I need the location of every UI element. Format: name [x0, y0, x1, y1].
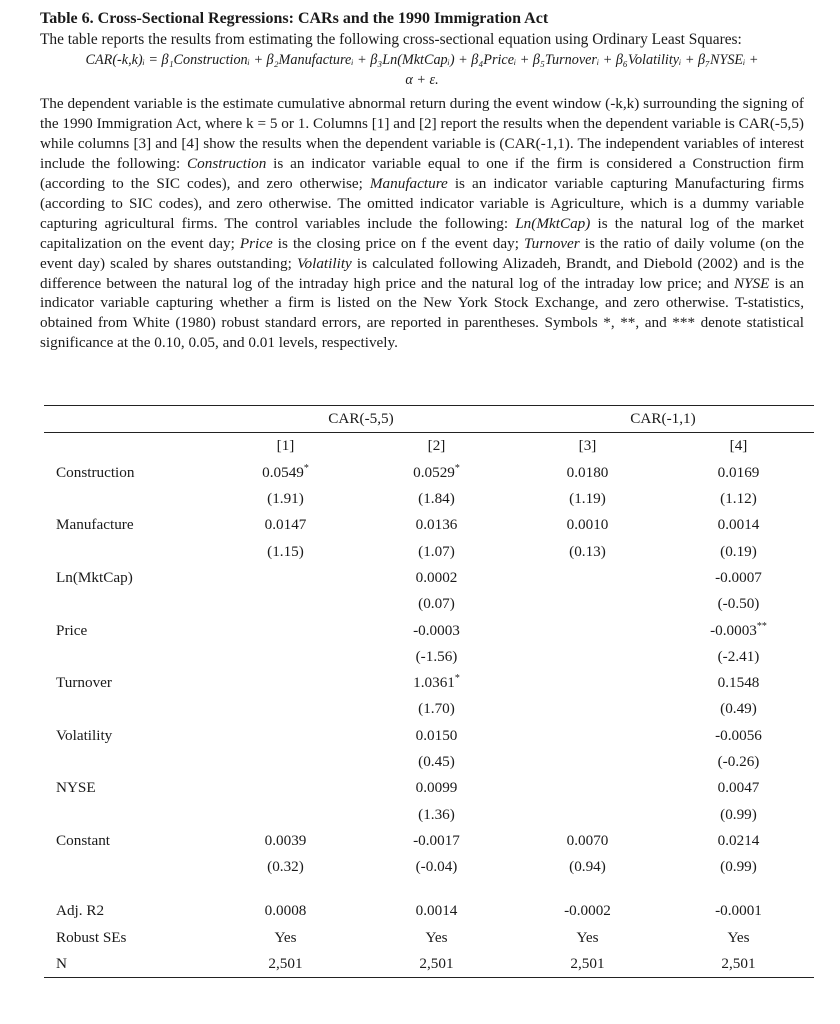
coefficient-cell	[512, 460, 663, 486]
coefficient-value: 0.0150	[415, 726, 458, 744]
group-header-row	[44, 406, 814, 433]
t-stat-cell: (1.91)	[267, 490, 304, 508]
term-price: Price	[239, 234, 273, 252]
header-blank	[44, 406, 210, 433]
header-blank	[44, 433, 210, 460]
stats-value: 2,501	[663, 951, 814, 978]
stats-value: Yes	[727, 928, 750, 946]
coefficient-row	[44, 723, 814, 749]
coefficient-value: -0.0017	[413, 831, 460, 849]
stats-value: 0.0014	[415, 902, 458, 920]
stats-value: 2,501	[210, 951, 361, 978]
coefficient-value: 0.1548	[717, 674, 760, 692]
t-stat-cell	[512, 749, 663, 775]
coefficient-cell	[210, 512, 361, 538]
coefficient-value: 0.0549	[262, 463, 304, 481]
group-header-car-1-1: CAR(-1,1)	[512, 406, 814, 433]
coefficient-cell	[512, 512, 663, 538]
column-header-1: [1]	[276, 437, 295, 455]
equation-line-2: α + ε.	[405, 72, 439, 89]
t-stat-row	[44, 801, 814, 827]
stats-label: Robust SEs	[56, 928, 127, 946]
significance-stars: *	[303, 462, 309, 474]
stats-value: 0.0008	[264, 902, 307, 920]
coefficient-value: 0.0014	[717, 516, 760, 534]
t-stat-cell: (-2.41)	[717, 647, 760, 665]
t-stat-cell: (1.07)	[418, 542, 455, 560]
coefficient-value: 0.0529	[413, 463, 455, 481]
table-title: Table 6. Cross-Sectional Regressions: CARs and the 1990 Immigration Act	[40, 10, 549, 27]
coefficient-value: 0.0002	[415, 568, 458, 586]
stats-value: 2,501	[512, 951, 663, 978]
group-header-car-5-5: CAR(-5,5)	[210, 406, 512, 433]
t-stat-row	[44, 538, 814, 564]
desc-text: is an indicator variable capturing whether a firm is listed on the New York Stock Exchange, and zero otherwise. T-statistics, obtained from White (1980) robust standard errors, are reported in parentheses. Symbols *, **, and *** denote statistical significance at the 0.10, 0.05, and 0.01 levels, respectively.	[40, 274, 804, 352]
coefficient-cell	[210, 775, 361, 801]
t-stat-cell	[210, 644, 361, 670]
coefficient-value: 0.0169	[717, 463, 760, 481]
t-stat-row	[44, 854, 814, 880]
term-volatility: Volatility	[296, 254, 352, 272]
stats-label: Adj. R2	[56, 902, 105, 920]
regression-equation	[40, 50, 804, 90]
coefficient-row	[44, 775, 814, 801]
row-label: Turnover	[56, 674, 112, 692]
spacer-cell	[44, 880, 814, 898]
coefficient-cell	[663, 617, 814, 643]
coefficient-value: -0.0007	[715, 568, 762, 586]
t-stat-cell: (0.45)	[418, 753, 455, 770]
coefficient-value: 0.0010	[566, 516, 609, 534]
desc-text: is the ratio of daily volume (on the event day) scaled by shares outstanding;	[40, 234, 804, 272]
stats-value: Yes	[274, 928, 297, 946]
stats-row	[44, 925, 814, 951]
t-stat-cell	[512, 696, 663, 722]
coefficient-cell	[361, 775, 512, 801]
coefficient-cell	[361, 565, 512, 591]
row-label-blank	[44, 801, 210, 827]
stats-value: Yes	[576, 928, 599, 946]
significance-stars: *	[454, 462, 460, 474]
column-header-row	[44, 433, 814, 460]
row-label-blank	[44, 486, 210, 512]
t-stat-cell: (0.32)	[267, 858, 304, 876]
coefficient-row	[44, 617, 814, 643]
row-label-blank	[44, 644, 210, 670]
row-label-blank	[44, 854, 210, 880]
desc-text: The dependent variable is the estimate cumulative abnormal return during the event window (-k,k) surrounding the signing of the 1990 Immigration Act, where k = 5 or 1. Columns [1] and [2] report the results when the dependent variable is CAR(-5,5) while columns [3] and [4] show the results when the dependent variable is (CAR(-1,1). The independent variables of interest include the following:	[40, 95, 804, 173]
t-stat-row	[44, 749, 814, 775]
coefficient-cell	[210, 460, 361, 486]
coefficient-row	[44, 565, 814, 591]
coefficient-cell	[512, 617, 663, 643]
desc-text: is the natural log of the market capitalization on the event day;	[40, 214, 804, 252]
t-stat-row	[44, 486, 814, 512]
desc-text: is calculated following Alizadeh, Brandt, and Diebold (2002) and is the difference between the natural log of the intraday high price and the natural log of the intraday low price; and	[40, 254, 804, 292]
t-stat-cell	[210, 696, 361, 722]
t-stat-cell	[512, 591, 663, 617]
equation-line-1: CAR(-k,k)ᵢ = β₁Constructionᵢ + β₂Manufactureᵢ + β₃Ln(MktCapᵢ) + β₄Priceᵢ + β₅Turnoverᵢ + β₆Volatilityᵢ + β₇NYSEᵢ +	[85, 52, 759, 69]
coefficient-cell	[210, 670, 361, 696]
t-stat-cell: (0.99)	[720, 805, 757, 823]
t-stat-cell: (1.70)	[418, 700, 455, 718]
stats-row	[44, 898, 814, 924]
t-stat-cell	[512, 801, 663, 827]
coefficient-row	[44, 670, 814, 696]
t-stat-cell: (0.07)	[418, 595, 455, 613]
coefficient-cell	[663, 775, 814, 801]
desc-text: is an indicator variable equal to one if the firm is considered a Construction firm (according to the SIC codes), and zero otherwise;	[40, 155, 804, 193]
t-stat-cell: (1.36)	[418, 805, 455, 823]
coefficient-value: -0.0056	[715, 726, 762, 744]
table-description	[40, 94, 804, 353]
t-stat-cell	[210, 591, 361, 617]
coefficient-value: 0.0180	[566, 463, 609, 481]
stats-value: -0.0002	[564, 902, 611, 920]
coefficient-row	[44, 828, 814, 854]
stats-value: 2,501	[361, 951, 512, 978]
column-header-3: [3]	[578, 437, 597, 455]
paper-page	[40, 8, 804, 353]
coefficient-cell	[663, 565, 814, 591]
term-construction: Construction	[187, 155, 267, 173]
coefficient-cell	[512, 723, 663, 749]
t-stat-cell	[210, 749, 361, 775]
coefficient-cell	[210, 565, 361, 591]
coefficient-value: 0.0099	[415, 779, 458, 797]
significance-stars: *	[454, 673, 460, 685]
coefficient-cell	[210, 723, 361, 749]
t-stat-cell: (0.19)	[720, 542, 757, 560]
coefficient-cell	[361, 460, 512, 486]
coefficient-cell	[361, 828, 512, 854]
coefficient-cell	[361, 512, 512, 538]
t-stat-cell: (1.15)	[267, 542, 304, 560]
coefficient-value: -0.0003	[710, 621, 757, 639]
t-stat-cell	[512, 644, 663, 670]
significance-stars: **	[756, 620, 767, 632]
coefficient-row	[44, 512, 814, 538]
stats-label: N	[44, 951, 210, 978]
coefficient-value: 1.0361	[413, 674, 455, 692]
t-stat-cell: (-1.56)	[415, 647, 458, 665]
row-label-blank	[44, 749, 210, 775]
coefficient-cell	[663, 828, 814, 854]
t-stat-row	[44, 696, 814, 722]
t-stat-row	[44, 591, 814, 617]
term-manufacture: Manufacture	[369, 175, 448, 193]
regression-table	[44, 405, 814, 978]
coefficient-cell	[210, 617, 361, 643]
coefficient-cell	[361, 617, 512, 643]
coefficient-cell	[663, 512, 814, 538]
row-label: Price	[56, 621, 88, 639]
t-stat-cell: (0.99)	[720, 858, 757, 876]
coefficient-value: 0.0047	[717, 779, 760, 797]
coefficient-row	[44, 460, 814, 486]
stats-value: -0.0001	[715, 902, 762, 920]
row-label-blank	[44, 591, 210, 617]
t-stat-cell: (1.84)	[418, 490, 455, 508]
table-intro: The table reports the results from estimating the following cross-sectional equation using Ordinary Least Squares:	[40, 31, 742, 48]
coefficient-value: 0.0070	[566, 831, 609, 849]
row-label: Constant	[56, 831, 111, 849]
row-label: Volatility	[56, 726, 113, 744]
coefficient-cell	[512, 828, 663, 854]
row-label: Construction	[56, 463, 135, 481]
desc-text: is the closing price on f the event day;	[272, 234, 524, 252]
t-stat-cell: (0.49)	[720, 700, 757, 718]
column-header-2: [2]	[427, 437, 446, 455]
term-turnover: Turnover	[524, 234, 580, 252]
t-stat-cell: (1.19)	[569, 490, 606, 508]
row-label-blank	[44, 538, 210, 564]
t-stat-cell: (-0.50)	[717, 595, 760, 613]
coefficient-value: 0.0214	[717, 831, 760, 849]
term-lnmktcap: Ln(MktCap)	[515, 214, 591, 232]
stats-row	[44, 951, 814, 978]
coefficient-cell	[663, 670, 814, 696]
coefficient-cell	[512, 565, 663, 591]
coefficient-cell	[663, 723, 814, 749]
coefficient-value: 0.0147	[264, 516, 307, 534]
spacer-row	[44, 880, 814, 898]
t-stat-cell: (0.94)	[569, 858, 606, 876]
coefficient-cell	[512, 670, 663, 696]
t-stat-cell: (0.13)	[569, 542, 606, 560]
coefficient-cell	[210, 828, 361, 854]
column-header-4: [4]	[729, 437, 748, 455]
t-stat-cell	[210, 801, 361, 827]
row-label: Manufacture	[56, 516, 134, 534]
stats-value: Yes	[425, 928, 448, 946]
coefficient-cell	[663, 460, 814, 486]
coefficient-cell	[361, 723, 512, 749]
row-label-blank	[44, 696, 210, 722]
coefficient-value: -0.0003	[413, 621, 460, 639]
coefficient-cell	[512, 775, 663, 801]
coefficient-value: 0.0136	[415, 516, 458, 534]
row-label: Ln(MktCap)	[56, 568, 133, 586]
coefficient-value: 0.0039	[264, 831, 307, 849]
coefficient-cell	[361, 670, 512, 696]
t-stat-row	[44, 644, 814, 670]
row-label: NYSE	[56, 779, 96, 797]
t-stat-cell: (-0.04)	[415, 858, 458, 876]
t-stat-cell: (-0.26)	[717, 753, 760, 770]
t-stat-cell: (1.12)	[720, 490, 757, 508]
term-nyse: NYSE	[733, 274, 770, 292]
desc-text: is an indicator variable capturing Manufacturing firms (according to SIC codes), and zero otherwise. The omitted indicator variable is Agriculture, which is a dummy variable capturing agricultural firms. The control variables include the following:	[40, 175, 804, 232]
